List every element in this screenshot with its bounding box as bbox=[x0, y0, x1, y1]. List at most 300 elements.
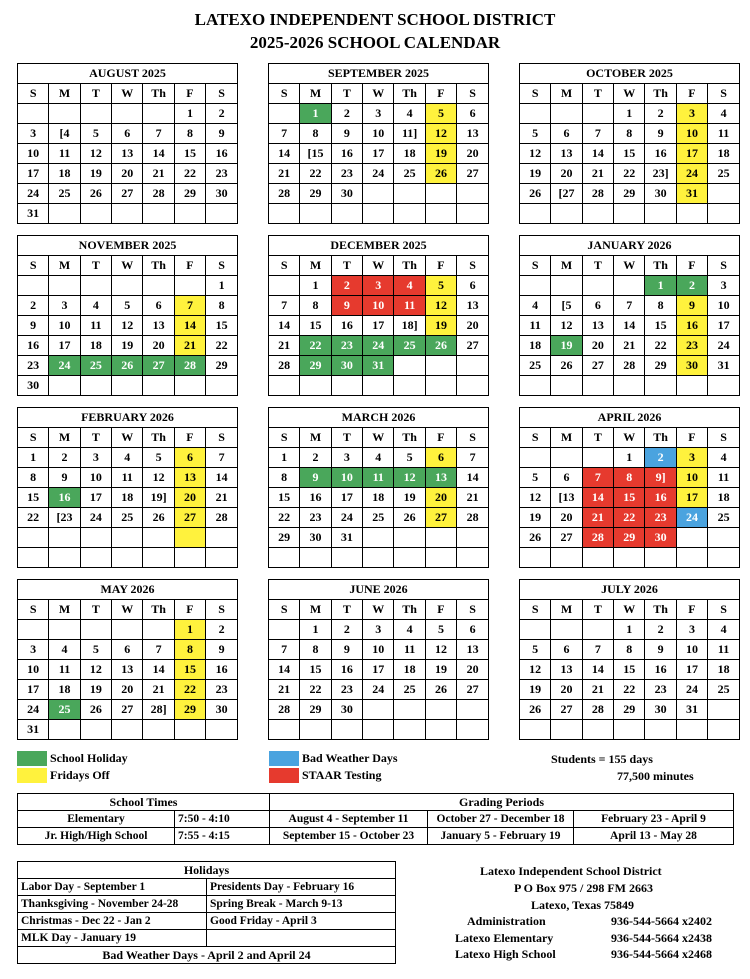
legend-staar bbox=[269, 768, 381, 783]
day-cell: 24 bbox=[363, 680, 394, 700]
weekday-header: Th bbox=[394, 600, 425, 620]
district-address: P O Box 975 / 298 FM 2663 bbox=[514, 881, 653, 895]
day-cell bbox=[112, 548, 143, 568]
weekday-header: W bbox=[614, 84, 645, 104]
day-cell: 28 bbox=[269, 184, 300, 204]
day-cell bbox=[363, 528, 394, 548]
day-cell: 19] bbox=[143, 488, 174, 508]
day-cell: 5 bbox=[80, 124, 111, 144]
day-cell: 20 bbox=[457, 316, 489, 336]
day-cell: 31 bbox=[363, 356, 394, 376]
weekday-header: T bbox=[80, 84, 111, 104]
day-cell bbox=[582, 204, 613, 224]
day-cell bbox=[676, 720, 707, 740]
day-cell bbox=[206, 720, 238, 740]
day-cell bbox=[143, 720, 174, 740]
month-calendar bbox=[519, 63, 740, 224]
day-cell: 16 bbox=[645, 660, 676, 680]
day-cell: 11 bbox=[708, 640, 740, 660]
weekday-header: T bbox=[582, 256, 613, 276]
day-cell bbox=[614, 276, 645, 296]
day-cell: 13 bbox=[425, 468, 456, 488]
day-cell bbox=[49, 204, 80, 224]
day-cell: 3 bbox=[18, 124, 49, 144]
day-cell: 12 bbox=[112, 316, 143, 336]
day-cell: 14 bbox=[143, 144, 174, 164]
day-cell bbox=[174, 376, 205, 396]
day-cell: 9 bbox=[331, 124, 362, 144]
day-cell bbox=[551, 720, 582, 740]
day-cell: 16 bbox=[331, 660, 362, 680]
green-swatch-icon bbox=[17, 751, 47, 766]
day-cell bbox=[520, 448, 551, 468]
day-cell: 11 bbox=[112, 468, 143, 488]
day-cell: 21 bbox=[582, 164, 613, 184]
grading-period: February 23 - April 9 bbox=[574, 811, 734, 828]
blue-swatch-icon bbox=[269, 751, 299, 766]
day-cell: 14 bbox=[582, 660, 613, 680]
day-cell: 9] bbox=[645, 468, 676, 488]
weekday-header: S bbox=[206, 256, 238, 276]
weekday-header: T bbox=[331, 256, 362, 276]
day-cell bbox=[708, 376, 740, 396]
day-cell: 18 bbox=[112, 488, 143, 508]
day-cell: 13 bbox=[582, 316, 613, 336]
day-cell: 15 bbox=[206, 316, 238, 336]
page-title: LATEXO INDEPENDENT SCHOOL DISTRICT bbox=[194, 10, 556, 29]
contact-phone: 936-544-5664 x2468 bbox=[611, 947, 712, 961]
day-cell: 10 bbox=[363, 124, 394, 144]
weekday-header: S bbox=[18, 428, 49, 448]
weekday-header: M bbox=[300, 428, 331, 448]
day-cell: 27 bbox=[174, 508, 205, 528]
day-cell: 9 bbox=[300, 468, 331, 488]
day-cell bbox=[269, 276, 300, 296]
weekday-header: T bbox=[80, 256, 111, 276]
day-cell: 29 bbox=[614, 700, 645, 720]
day-cell: 21 bbox=[269, 164, 300, 184]
day-cell bbox=[551, 104, 582, 124]
day-cell: 4 bbox=[112, 448, 143, 468]
day-cell: 28 bbox=[614, 356, 645, 376]
day-cell: 20 bbox=[425, 488, 456, 508]
day-cell bbox=[457, 720, 489, 740]
day-cell: 25 bbox=[708, 680, 740, 700]
day-cell: 29 bbox=[300, 184, 331, 204]
day-cell: 2 bbox=[645, 448, 676, 468]
day-cell bbox=[18, 104, 49, 124]
day-cell bbox=[18, 548, 49, 568]
day-cell: 8 bbox=[269, 468, 300, 488]
day-cell bbox=[269, 376, 300, 396]
day-cell bbox=[645, 548, 676, 568]
day-cell bbox=[18, 276, 49, 296]
day-cell bbox=[520, 548, 551, 568]
legend-label: Bad Weather Days bbox=[302, 751, 398, 765]
day-cell bbox=[394, 204, 425, 224]
day-cell: 13 bbox=[174, 468, 205, 488]
weekday-header: S bbox=[520, 428, 551, 448]
day-cell: 9 bbox=[645, 124, 676, 144]
day-cell: 5 bbox=[520, 640, 551, 660]
weekday-header: S bbox=[269, 256, 300, 276]
weekday-header: F bbox=[676, 256, 707, 276]
day-cell bbox=[394, 720, 425, 740]
day-cell bbox=[425, 720, 456, 740]
day-cell: 18 bbox=[49, 164, 80, 184]
holiday-item: Christmas - Dec 22 - Jan 2 bbox=[18, 913, 207, 930]
day-cell bbox=[614, 376, 645, 396]
day-cell: 20 bbox=[112, 680, 143, 700]
weekday-header: Th bbox=[394, 428, 425, 448]
day-cell: 16 bbox=[676, 316, 707, 336]
day-cell bbox=[49, 376, 80, 396]
day-cell: 17 bbox=[676, 488, 707, 508]
day-cell: 29 bbox=[614, 184, 645, 204]
day-cell: 23 bbox=[645, 680, 676, 700]
legend-fridays-off bbox=[17, 768, 110, 783]
weekday-header: F bbox=[676, 428, 707, 448]
day-cell bbox=[394, 376, 425, 396]
weekday-header: W bbox=[363, 256, 394, 276]
day-cell: 25 bbox=[363, 508, 394, 528]
day-cell bbox=[551, 448, 582, 468]
day-cell bbox=[143, 548, 174, 568]
day-cell bbox=[49, 276, 80, 296]
day-cell: 8 bbox=[18, 468, 49, 488]
day-cell: 24 bbox=[80, 508, 111, 528]
day-cell: 11 bbox=[363, 468, 394, 488]
day-cell bbox=[614, 548, 645, 568]
day-cell: 10 bbox=[676, 468, 707, 488]
day-cell: 2 bbox=[331, 620, 362, 640]
month-calendar bbox=[268, 63, 489, 224]
day-cell bbox=[174, 528, 205, 548]
day-cell: 2 bbox=[18, 296, 49, 316]
day-cell: 1 bbox=[300, 104, 331, 124]
day-cell bbox=[457, 356, 489, 376]
day-cell bbox=[676, 376, 707, 396]
weekday-header: W bbox=[112, 84, 143, 104]
grading-period: October 27 - December 18 bbox=[428, 811, 574, 828]
day-cell: 14 bbox=[206, 468, 238, 488]
day-cell: 1 bbox=[614, 448, 645, 468]
day-cell bbox=[363, 720, 394, 740]
day-cell: 18 bbox=[708, 488, 740, 508]
month-name: OCTOBER 2025 bbox=[520, 64, 740, 84]
day-cell bbox=[269, 204, 300, 224]
month-calendar bbox=[17, 579, 238, 740]
day-cell: 17 bbox=[363, 316, 394, 336]
weekday-header: S bbox=[18, 600, 49, 620]
day-cell: 3 bbox=[676, 104, 707, 124]
month-name: JANUARY 2026 bbox=[520, 236, 740, 256]
day-cell: 26 bbox=[520, 700, 551, 720]
day-cell: 27 bbox=[551, 528, 582, 548]
weekday-header: S bbox=[457, 600, 489, 620]
day-cell: 24 bbox=[18, 184, 49, 204]
day-cell bbox=[457, 700, 489, 720]
day-cell bbox=[582, 104, 613, 124]
day-cell: 29 bbox=[300, 356, 331, 376]
day-cell: 2 bbox=[331, 276, 362, 296]
weekday-header: T bbox=[80, 600, 111, 620]
day-cell: 9 bbox=[331, 296, 362, 316]
day-cell bbox=[582, 720, 613, 740]
day-cell: 11 bbox=[49, 144, 80, 164]
day-cell: 1 bbox=[614, 104, 645, 124]
day-cell: 26 bbox=[520, 184, 551, 204]
day-cell bbox=[645, 720, 676, 740]
weekday-header: F bbox=[676, 84, 707, 104]
day-cell: 23 bbox=[206, 164, 238, 184]
day-cell: 5 bbox=[394, 448, 425, 468]
day-cell: 22 bbox=[18, 508, 49, 528]
day-cell bbox=[80, 204, 111, 224]
day-cell bbox=[582, 276, 613, 296]
grading-period: August 4 - September 11 bbox=[270, 811, 428, 828]
day-cell: 29 bbox=[174, 700, 205, 720]
day-cell: 30 bbox=[300, 528, 331, 548]
day-cell: 24 bbox=[676, 680, 707, 700]
day-cell bbox=[551, 548, 582, 568]
day-cell: 30 bbox=[676, 356, 707, 376]
day-cell: 20 bbox=[457, 660, 489, 680]
day-cell bbox=[49, 720, 80, 740]
day-cell: 25 bbox=[708, 164, 740, 184]
day-cell bbox=[457, 376, 489, 396]
day-cell: 19 bbox=[425, 316, 456, 336]
day-cell: 20 bbox=[174, 488, 205, 508]
weekday-header: S bbox=[457, 428, 489, 448]
day-cell bbox=[331, 204, 362, 224]
day-cell: 6 bbox=[551, 468, 582, 488]
day-cell: 8 bbox=[300, 296, 331, 316]
day-cell: 2 bbox=[676, 276, 707, 296]
holiday-item: MLK Day - January 19 bbox=[18, 930, 207, 947]
weekday-header: W bbox=[614, 428, 645, 448]
day-cell: 11 bbox=[394, 640, 425, 660]
day-cell: 17 bbox=[708, 316, 740, 336]
day-cell: 23 bbox=[331, 680, 362, 700]
weekday-header: W bbox=[363, 428, 394, 448]
day-cell: 4 bbox=[394, 276, 425, 296]
day-cell: 31 bbox=[708, 356, 740, 376]
day-cell: 10 bbox=[676, 640, 707, 660]
day-cell bbox=[331, 548, 362, 568]
day-cell: 3 bbox=[363, 104, 394, 124]
day-cell: 8 bbox=[645, 296, 676, 316]
day-cell: 12 bbox=[143, 468, 174, 488]
day-cell: 29 bbox=[206, 356, 238, 376]
day-cell: 28 bbox=[457, 508, 489, 528]
day-cell: 18 bbox=[520, 336, 551, 356]
weekday-header: M bbox=[49, 84, 80, 104]
day-cell: 31 bbox=[18, 720, 49, 740]
day-cell: 23 bbox=[331, 164, 362, 184]
students-days: Students = 155 days bbox=[551, 752, 653, 766]
day-cell: 3 bbox=[49, 296, 80, 316]
day-cell: 25 bbox=[394, 336, 425, 356]
day-cell bbox=[331, 720, 362, 740]
day-cell: 5 bbox=[425, 620, 456, 640]
day-cell bbox=[708, 184, 740, 204]
day-cell: [4 bbox=[49, 124, 80, 144]
day-cell: 5 bbox=[80, 640, 111, 660]
day-cell: 30 bbox=[331, 356, 362, 376]
day-cell: 28 bbox=[582, 184, 613, 204]
day-cell: 26 bbox=[425, 336, 456, 356]
day-cell bbox=[645, 204, 676, 224]
day-cell: 1 bbox=[18, 448, 49, 468]
school-times-header: School Times bbox=[18, 794, 270, 811]
holiday-item bbox=[207, 930, 396, 947]
day-cell: 29 bbox=[174, 184, 205, 204]
day-cell: 27 bbox=[582, 356, 613, 376]
day-cell bbox=[269, 620, 300, 640]
day-cell: 22 bbox=[174, 164, 205, 184]
day-cell: 5 bbox=[425, 104, 456, 124]
day-cell bbox=[300, 548, 331, 568]
day-cell bbox=[143, 104, 174, 124]
day-cell bbox=[112, 276, 143, 296]
day-cell: 12 bbox=[80, 660, 111, 680]
weekday-header: T bbox=[582, 428, 613, 448]
day-cell: 16 bbox=[331, 316, 362, 336]
day-cell: 3 bbox=[80, 448, 111, 468]
weekday-header: Th bbox=[143, 600, 174, 620]
day-cell: 26 bbox=[425, 164, 456, 184]
weekday-header: M bbox=[49, 600, 80, 620]
legend-label: Fridays Off bbox=[50, 768, 110, 782]
day-cell: 4 bbox=[708, 620, 740, 640]
day-cell: 31 bbox=[18, 204, 49, 224]
day-cell bbox=[708, 720, 740, 740]
day-cell: 10 bbox=[708, 296, 740, 316]
weekday-header: S bbox=[18, 84, 49, 104]
day-cell: 18 bbox=[80, 336, 111, 356]
day-cell: 10 bbox=[18, 660, 49, 680]
weekday-header: S bbox=[269, 428, 300, 448]
day-cell: 15 bbox=[645, 316, 676, 336]
day-cell: 20 bbox=[551, 164, 582, 184]
day-cell: 26 bbox=[143, 508, 174, 528]
month-name: AUGUST 2025 bbox=[18, 64, 238, 84]
day-cell: 4 bbox=[520, 296, 551, 316]
day-cell: 14 bbox=[457, 468, 489, 488]
grading-period: September 15 - October 23 bbox=[270, 828, 428, 845]
weekday-header: M bbox=[551, 84, 582, 104]
day-cell: 3 bbox=[363, 620, 394, 640]
day-cell: 1 bbox=[269, 448, 300, 468]
day-cell: [23 bbox=[49, 508, 80, 528]
day-cell: 27 bbox=[425, 508, 456, 528]
weekday-header: F bbox=[174, 600, 205, 620]
day-cell bbox=[18, 528, 49, 548]
day-cell: 25 bbox=[49, 700, 80, 720]
day-cell: 21 bbox=[614, 336, 645, 356]
day-cell: 11 bbox=[708, 124, 740, 144]
weekday-header: S bbox=[269, 600, 300, 620]
legend-school-holiday bbox=[17, 751, 128, 766]
holiday-item: Spring Break - March 9-13 bbox=[207, 896, 396, 913]
day-cell bbox=[363, 184, 394, 204]
day-cell: 22 bbox=[206, 336, 238, 356]
month-calendar bbox=[17, 63, 238, 224]
day-cell bbox=[582, 548, 613, 568]
day-cell: 29 bbox=[300, 700, 331, 720]
day-cell: 11 bbox=[520, 316, 551, 336]
day-cell: 15 bbox=[300, 316, 331, 336]
day-cell: 30 bbox=[331, 700, 362, 720]
day-cell: 29 bbox=[645, 356, 676, 376]
day-cell: 4 bbox=[363, 448, 394, 468]
day-cell: 13 bbox=[457, 124, 489, 144]
day-cell bbox=[394, 700, 425, 720]
day-cell bbox=[80, 620, 111, 640]
day-cell: 18 bbox=[394, 144, 425, 164]
day-cell bbox=[206, 204, 238, 224]
day-cell: 17 bbox=[676, 144, 707, 164]
day-cell: 3 bbox=[331, 448, 362, 468]
day-cell: 12 bbox=[80, 144, 111, 164]
day-cell: 16 bbox=[645, 144, 676, 164]
day-cell bbox=[551, 620, 582, 640]
day-cell: 4 bbox=[708, 448, 740, 468]
day-cell: 16 bbox=[206, 144, 238, 164]
holiday-item: Presidents Day - February 16 bbox=[207, 879, 396, 896]
day-cell: 16 bbox=[645, 488, 676, 508]
month-calendar bbox=[268, 579, 489, 740]
day-cell: 14 bbox=[582, 144, 613, 164]
day-cell: 31 bbox=[676, 700, 707, 720]
weekday-header: F bbox=[676, 600, 707, 620]
day-cell bbox=[708, 548, 740, 568]
day-cell bbox=[520, 720, 551, 740]
day-cell bbox=[143, 620, 174, 640]
grading-periods-table bbox=[269, 793, 734, 845]
day-cell bbox=[520, 104, 551, 124]
day-cell: 7 bbox=[143, 124, 174, 144]
holiday-item: Thanksgiving - November 24-28 bbox=[18, 896, 207, 913]
day-cell: 17 bbox=[80, 488, 111, 508]
day-cell: 3 bbox=[18, 640, 49, 660]
day-cell: 28 bbox=[206, 508, 238, 528]
day-cell: 23 bbox=[676, 336, 707, 356]
weekday-header: W bbox=[112, 256, 143, 276]
day-cell: 8 bbox=[300, 640, 331, 660]
day-cell bbox=[300, 376, 331, 396]
month-calendar bbox=[519, 235, 740, 396]
day-cell: 24 bbox=[18, 700, 49, 720]
day-cell: 10 bbox=[18, 144, 49, 164]
month-calendar bbox=[17, 235, 238, 396]
day-cell: 6 bbox=[112, 640, 143, 660]
day-cell bbox=[112, 620, 143, 640]
day-cell: 28 bbox=[174, 356, 205, 376]
day-cell: 4 bbox=[49, 640, 80, 660]
students-minutes: 77,500 minutes bbox=[617, 769, 694, 783]
month-name: NOVEMBER 2025 bbox=[18, 236, 238, 256]
day-cell: 22 bbox=[174, 680, 205, 700]
day-cell bbox=[80, 104, 111, 124]
day-cell bbox=[520, 276, 551, 296]
day-cell: 6 bbox=[551, 640, 582, 660]
day-cell: 5 bbox=[425, 276, 456, 296]
day-cell bbox=[49, 548, 80, 568]
day-cell: 26 bbox=[425, 680, 456, 700]
day-cell: 2 bbox=[331, 104, 362, 124]
